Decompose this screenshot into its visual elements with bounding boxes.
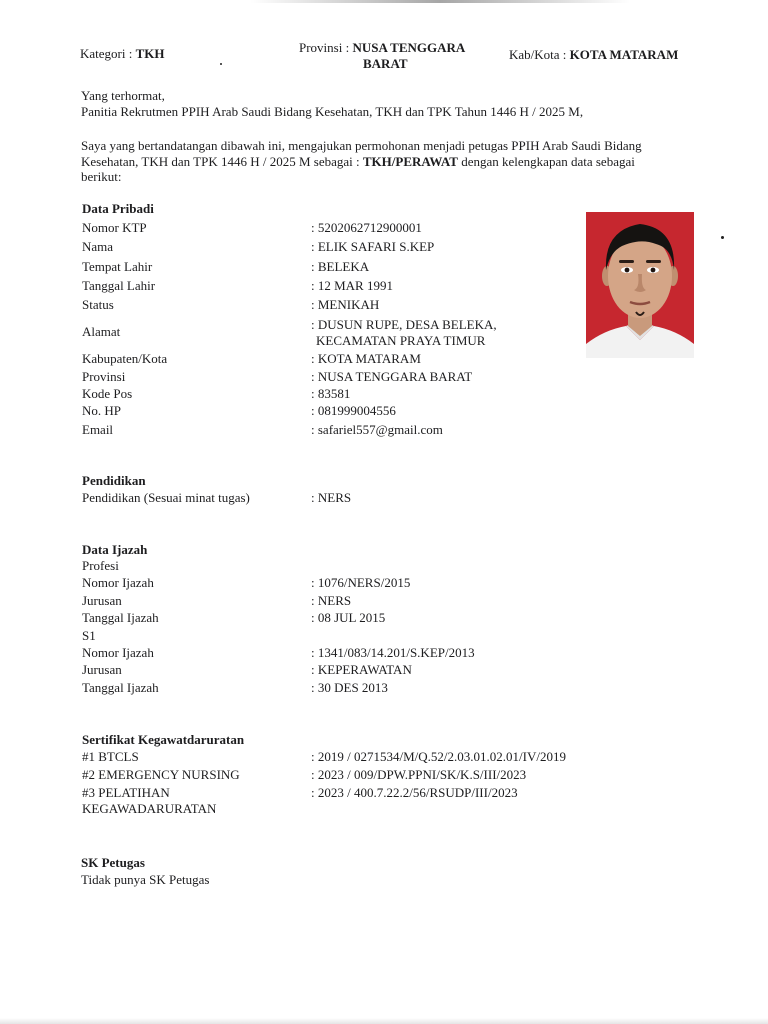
label-s1-tanggal-ijazah: Tanggal Ijazah [82, 680, 159, 695]
label-sertifikat-1: #1 BTCLS [82, 749, 139, 764]
provinsi-value-line2: BARAT [363, 56, 408, 71]
section-title-sertifikat: Sertifikat Kegawatdaruratan [82, 732, 245, 747]
salutation-line1: Yang terhormat, [81, 88, 165, 103]
label-profesi: Profesi [82, 558, 119, 573]
provinsi-value-line1: NUSA TENGGARA [352, 40, 466, 55]
value-sertifikat-1: : 2019 / 0271534/M/Q.52/2.03.01.02.01/IV/2019 [311, 749, 566, 764]
value-tempat-lahir: : BELEKA [311, 259, 370, 274]
scan-speck [721, 236, 724, 239]
section-title-sk-petugas: SK Petugas [81, 855, 145, 870]
intro-line2-pre: Kesehatan, TKH dan TPK 1446 H / 2025 M sebagai : [81, 154, 363, 169]
label-s1: S1 [82, 628, 96, 643]
value-status: : MENIKAH [311, 297, 380, 312]
kabkota-value: KOTA MATARAM [569, 47, 679, 62]
value-s1-tanggal-ijazah: : 30 DES 2013 [311, 680, 388, 695]
value-profesi-jurusan: : NERS [311, 593, 352, 608]
label-email: Email [82, 422, 114, 437]
value-email: : safariel557@gmail.com [311, 422, 443, 437]
value-kode-pos: : 83581 [311, 386, 351, 401]
salutation-line2: Panitia Rekrutmen PPIH Arab Saudi Bidang Kesehatan, TKH dan TPK Tahun 1446 H / 2025 M, [81, 104, 584, 119]
value-no-hp: : 081999004556 [311, 403, 396, 418]
value-sertifikat-2: : 2023 / 009/DPW.PPNI/SK/K.S/III/2023 [311, 767, 527, 782]
applicant-photo-icon [586, 212, 694, 358]
intro-line1: Saya yang bertandatangan dibawah ini, mengajukan permohonan menjadi petugas PPIH Arab Saudi Bidang [81, 138, 642, 153]
value-s1-jurusan: : KEPERAWATAN [311, 662, 412, 677]
label-s1-jurusan: Jurusan [82, 662, 122, 677]
label-provinsi: Provinsi [82, 369, 126, 384]
section-title-pendidikan: Pendidikan [82, 473, 146, 488]
value-pendidikan: : NERS [311, 490, 352, 505]
label-no-hp: No. HP [82, 403, 122, 418]
scan-edge-top [250, 0, 630, 3]
kategori-label: Kategori : [80, 46, 136, 61]
label-sertifikat-3-line2: KEGAWADARURATAN [82, 801, 217, 816]
label-tanggal-lahir: Tanggal Lahir [82, 278, 156, 293]
value-profesi-tanggal-ijazah: : 08 JUL 2015 [311, 610, 386, 625]
label-kabupaten-kota: Kabupaten/Kota [82, 351, 168, 366]
label-sertifikat-3: #3 PELATIHAN [82, 785, 170, 800]
value-tanggal-lahir: : 12 MAR 1991 [311, 278, 393, 293]
value-kabupaten-kota: : KOTA MATARAM [311, 351, 421, 366]
label-s1-nomor-ijazah: Nomor Ijazah [82, 645, 154, 660]
label-nomor-ktp: Nomor KTP [82, 220, 147, 235]
intro-line2-post: dengan kelengkapan data sebagai [457, 154, 635, 169]
intro-line2-role: TKH/PERAWAT [362, 154, 458, 169]
scan-speck [220, 63, 222, 65]
kabkota-label: Kab/Kota : [509, 47, 570, 62]
label-kode-pos: Kode Pos [82, 386, 133, 401]
label-tempat-lahir: Tempat Lahir [82, 259, 153, 274]
label-pendidikan: Pendidikan (Sesuai minat tugas) [82, 490, 250, 505]
label-status: Status [82, 297, 114, 312]
applicant-photo [586, 212, 694, 358]
value-s1-nomor-ijazah: : 1341/083/14.201/S.KEP/2013 [311, 645, 475, 660]
label-alamat: Alamat [82, 324, 121, 339]
value-alamat-line1: : DUSUN RUPE, DESA BELEKA, [311, 317, 497, 332]
kategori-field [80, 46, 165, 62]
section-title-data-pribadi: Data Pribadi [82, 201, 154, 216]
label-profesi-tanggal-ijazah: Tanggal Ijazah [82, 610, 159, 625]
section-title-data-ijazah: Data Ijazah [82, 542, 148, 557]
label-profesi-jurusan: Jurusan [82, 593, 122, 608]
kabkota-field [509, 47, 678, 63]
label-sertifikat-2: #2 EMERGENCY NURSING [82, 767, 240, 782]
provinsi-label: Provinsi : [299, 40, 353, 55]
value-provinsi: : NUSA TENGGARA BARAT [311, 369, 473, 384]
value-sertifikat-3: : 2023 / 400.7.22.2/56/RSUDP/III/2023 [311, 785, 518, 800]
intro-line3: berikut: [81, 169, 122, 184]
value-nama: : ELIK SAFARI S.KEP [311, 239, 435, 254]
kategori-value: TKH [135, 46, 165, 61]
scan-edge-bottom [0, 1018, 768, 1024]
value-alamat-line2: KECAMATAN PRAYA TIMUR [316, 333, 486, 348]
value-nomor-ktp: : 5202062712900001 [311, 220, 422, 235]
provinsi-field [299, 40, 465, 56]
intro-line2 [81, 154, 635, 170]
label-profesi-nomor-ijazah: Nomor Ijazah [82, 575, 154, 590]
label-nama: Nama [82, 239, 114, 254]
value-sk-petugas: Tidak punya SK Petugas [81, 872, 210, 887]
value-profesi-nomor-ijazah: : 1076/NERS/2015 [311, 575, 411, 590]
